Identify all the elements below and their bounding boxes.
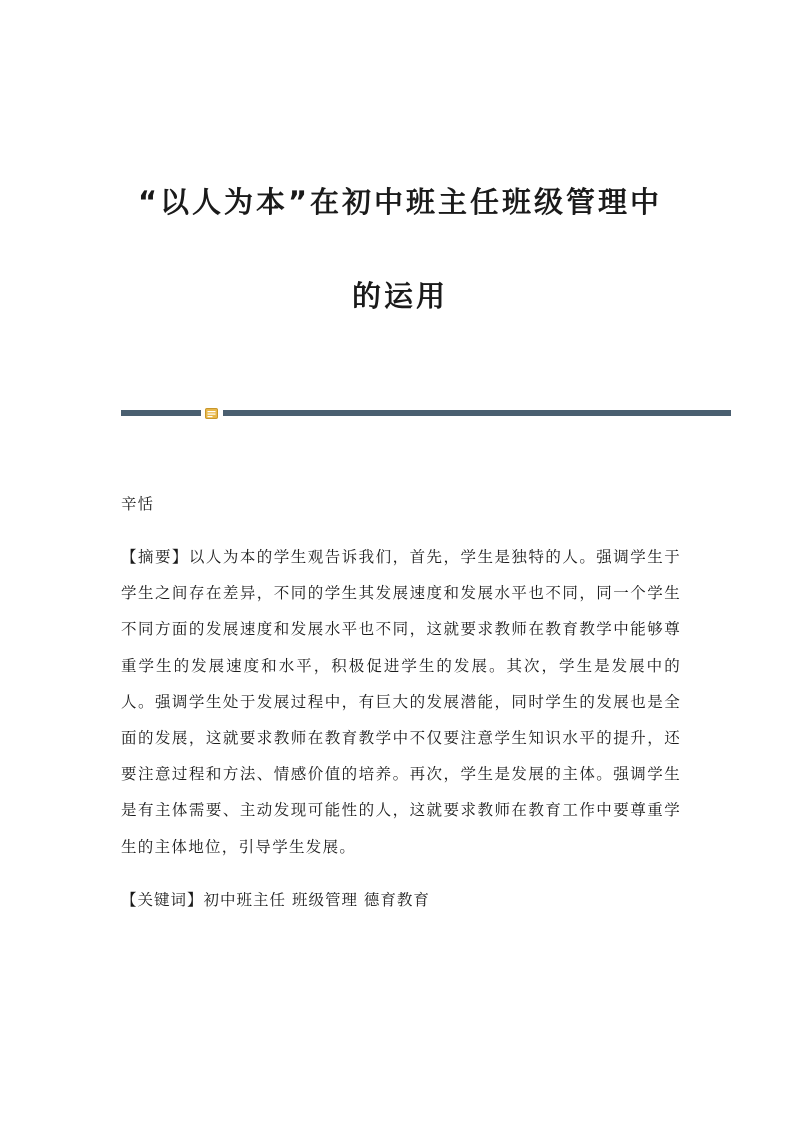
abstract-paragraph xyxy=(121,539,681,865)
keyword: 初中班主任 xyxy=(203,890,287,909)
article-title xyxy=(60,178,740,320)
keyword: 班级管理 xyxy=(291,890,358,909)
article-body xyxy=(121,491,681,913)
abstract-text: 以人为本的学生观告诉我们，首先，学生是独特的人。强调学生于学生之间存在差异，不同的学生其发展速度和发展水平也不同，同一个学生不同方面的发展速度和发展水平也不同，这就要求教师在教育教学中能够尊重学生的发展速度和水平，积极促进学生的发展。其次，学生是发展中的人。强调学生处于发展过程中，有巨大的发展潜能，同时学生的发展也是全面的发展，这就要求教师在教育教学中不仅要注意学生知识水平的提升，还要注意过程和方法、情感价值的培养。再次，学生是发展的主体。强调学生是有主体需要、主动发现可能性的人，这就要求教师在教育工作中要尊重学生的主体地位，引导学生发展。 xyxy=(121,548,682,856)
document-emblem-icon xyxy=(205,408,218,419)
title-line-1: “以人为本”在初中班主任班级管理中 xyxy=(137,185,663,219)
author-name: 辛恬 xyxy=(121,495,155,513)
abstract-label: 【摘要】 xyxy=(121,548,189,566)
divider-bar-left xyxy=(121,410,201,416)
keyword: 德育教育 xyxy=(363,890,430,909)
keywords-label: 【关键词】 xyxy=(121,890,204,909)
title-divider xyxy=(121,408,731,416)
divider-bar-right xyxy=(223,410,731,416)
title-line-2: 的运用 xyxy=(351,279,448,313)
keywords-line xyxy=(121,887,681,913)
